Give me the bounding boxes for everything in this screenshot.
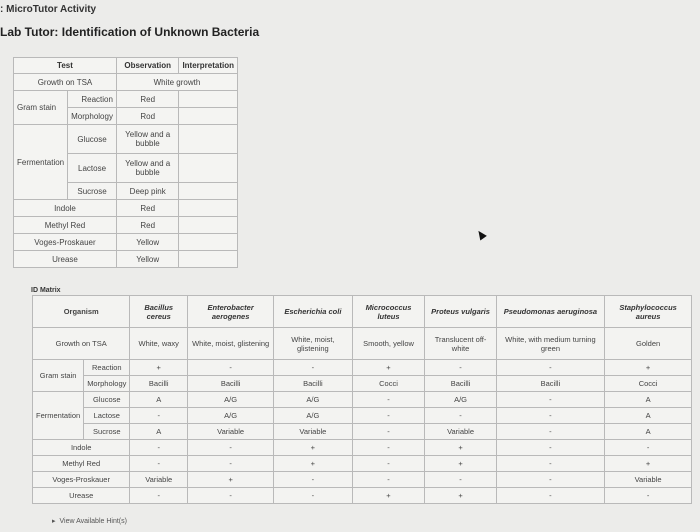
row-label-urease: Urease [33, 488, 130, 504]
voges-proskauer-value: Yellow [116, 234, 178, 251]
matrix-cell: - [496, 472, 605, 488]
matrix-cell: - [352, 440, 425, 456]
matrix-cell: + [605, 360, 692, 376]
caret-right-icon: ▸ [52, 518, 56, 525]
matrix-cell: - [496, 408, 605, 424]
row-label-sucrose: Sucrose [84, 424, 130, 440]
matrix-cell: A [130, 424, 188, 440]
matrix-cell: A/G [274, 392, 352, 408]
row-label-growth: Growth on TSA [14, 74, 117, 91]
matrix-cell: A/G [274, 408, 352, 424]
matrix-cell: - [188, 456, 274, 472]
species-header: Bacillus cereus [130, 296, 188, 328]
row-label-lactose: Lactose [68, 154, 117, 183]
matrix-cell: Variable [274, 424, 352, 440]
matrix-cell: - [425, 360, 496, 376]
col-interpretation: Interpretation [179, 58, 238, 74]
row-label-glucose: Glucose [68, 125, 117, 154]
cell-empty [179, 217, 238, 234]
row-label-methyl-red: Methyl Red [14, 217, 117, 234]
species-header: Escherichia coli [274, 296, 352, 328]
morphology-value: Rod [116, 108, 178, 125]
matrix-cell: + [352, 360, 425, 376]
species-header: Pseudomonas aeruginosa [496, 296, 605, 328]
matrix-cell: - [425, 472, 496, 488]
species-header: Proteus vulgaris [425, 296, 496, 328]
matrix-cell: Variable [605, 472, 692, 488]
reaction-value: Red [116, 91, 178, 108]
methyl-red-value: Red [116, 217, 178, 234]
cell-empty [179, 91, 238, 108]
row-label-reaction: Reaction [84, 360, 130, 376]
matrix-cell: - [188, 440, 274, 456]
matrix-cell: Translucent off-white [425, 328, 496, 360]
matrix-cell: Cocci [605, 376, 692, 392]
row-label-urease: Urease [14, 251, 117, 268]
species-header: Staphylococcus aureus [605, 296, 692, 328]
matrix-cell: Cocci [352, 376, 425, 392]
matrix-cell: - [188, 488, 274, 504]
cell-empty [179, 251, 238, 268]
hint-label: View Available Hint(s) [59, 518, 127, 525]
lactose-value: Yellow and a bubble [116, 154, 178, 183]
matrix-cell: + [352, 488, 425, 504]
matrix-cell: - [496, 360, 605, 376]
mouse-cursor-icon [475, 229, 487, 241]
matrix-cell: Bacilli [130, 376, 188, 392]
row-label-morphology: Morphology [68, 108, 117, 125]
cell-empty [179, 234, 238, 251]
row-label-reaction: Reaction [68, 91, 117, 108]
matrix-cell: White, waxy [130, 328, 188, 360]
row-label-indole: Indole [14, 200, 117, 217]
row-label-growth: Growth on TSA [33, 328, 130, 360]
matrix-cell: - [352, 456, 425, 472]
matrix-cell: + [274, 440, 352, 456]
cell-empty [179, 183, 238, 200]
matrix-cell: - [352, 392, 425, 408]
matrix-cell: Bacilli [496, 376, 605, 392]
id-matrix-label: ID Matrix [31, 287, 61, 294]
matrix-cell: A/G [425, 392, 496, 408]
matrix-cell: Bacilli [274, 376, 352, 392]
sucrose-value: Deep pink [116, 183, 178, 200]
col-observation: Observation [116, 58, 178, 74]
growth-value: White growth [116, 74, 237, 91]
row-label-gram: Gram stain [33, 360, 84, 392]
matrix-cell: A [605, 392, 692, 408]
matrix-cell: - [605, 440, 692, 456]
matrix-cell: - [130, 440, 188, 456]
matrix-cell: - [352, 472, 425, 488]
organism-label: Organism [33, 296, 130, 328]
matrix-cell: - [496, 488, 605, 504]
matrix-cell: - [352, 408, 425, 424]
matrix-cell: Variable [425, 424, 496, 440]
matrix-cell: + [605, 456, 692, 472]
row-label-sucrose: Sucrose [68, 183, 117, 200]
matrix-cell: - [496, 392, 605, 408]
unknown-results-table [13, 57, 238, 268]
matrix-cell: Smooth, yellow [352, 328, 425, 360]
cell-empty [179, 108, 238, 125]
activity-title: : MicroTutor Activity [0, 4, 97, 15]
view-hints-link[interactable] [52, 517, 127, 525]
matrix-cell: Bacilli [425, 376, 496, 392]
matrix-cell: White, with medium turning green [496, 328, 605, 360]
matrix-cell: - [496, 440, 605, 456]
row-label-fermentation: Fermentation [14, 125, 68, 200]
matrix-cell: - [274, 472, 352, 488]
glucose-value: Yellow and a bubble [116, 125, 178, 154]
matrix-cell: White, moist, glistening [274, 328, 352, 360]
matrix-cell: - [188, 360, 274, 376]
indole-value: Red [116, 200, 178, 217]
matrix-cell: + [274, 456, 352, 472]
matrix-cell: - [605, 488, 692, 504]
row-label-indole: Indole [33, 440, 130, 456]
row-label-voges-proskauer: Voges-Proskauer [33, 472, 130, 488]
matrix-cell: - [130, 408, 188, 424]
matrix-cell: + [425, 440, 496, 456]
urease-value: Yellow [116, 251, 178, 268]
matrix-cell: - [274, 360, 352, 376]
row-label-glucose: Glucose [84, 392, 130, 408]
matrix-cell: White, moist, glistening [188, 328, 274, 360]
row-label-methyl-red: Methyl Red [33, 456, 130, 472]
row-label-voges-proskauer: Voges-Proskauer [14, 234, 117, 251]
row-label-gram: Gram stain [14, 91, 68, 125]
matrix-cell: - [130, 488, 188, 504]
matrix-cell: - [274, 488, 352, 504]
matrix-cell: Variable [130, 472, 188, 488]
matrix-cell: - [496, 424, 605, 440]
row-label-fermentation: Fermentation [33, 392, 84, 440]
matrix-cell: - [352, 424, 425, 440]
matrix-cell: A [605, 424, 692, 440]
matrix-cell: A [605, 408, 692, 424]
matrix-cell: + [130, 360, 188, 376]
matrix-cell: - [496, 456, 605, 472]
cell-empty [179, 125, 238, 154]
row-label-morphology: Morphology [84, 376, 130, 392]
matrix-cell: A [130, 392, 188, 408]
matrix-cell: - [425, 408, 496, 424]
matrix-cell: A/G [188, 408, 274, 424]
row-label-lactose: Lactose [84, 408, 130, 424]
matrix-cell: Golden [605, 328, 692, 360]
col-test: Test [14, 58, 117, 74]
page-title: Lab Tutor: Identification of Unknown Bacteria [0, 25, 260, 39]
matrix-cell: Bacilli [188, 376, 274, 392]
id-matrix-table [32, 295, 692, 504]
matrix-cell: - [130, 456, 188, 472]
matrix-cell: A/G [188, 392, 274, 408]
matrix-cell: + [425, 488, 496, 504]
species-header: Micrococcus luteus [352, 296, 425, 328]
matrix-cell: + [425, 456, 496, 472]
cell-empty [179, 200, 238, 217]
matrix-cell: + [188, 472, 274, 488]
matrix-cell: Variable [188, 424, 274, 440]
species-header: Enterobacter aerogenes [188, 296, 274, 328]
cell-empty [179, 154, 238, 183]
